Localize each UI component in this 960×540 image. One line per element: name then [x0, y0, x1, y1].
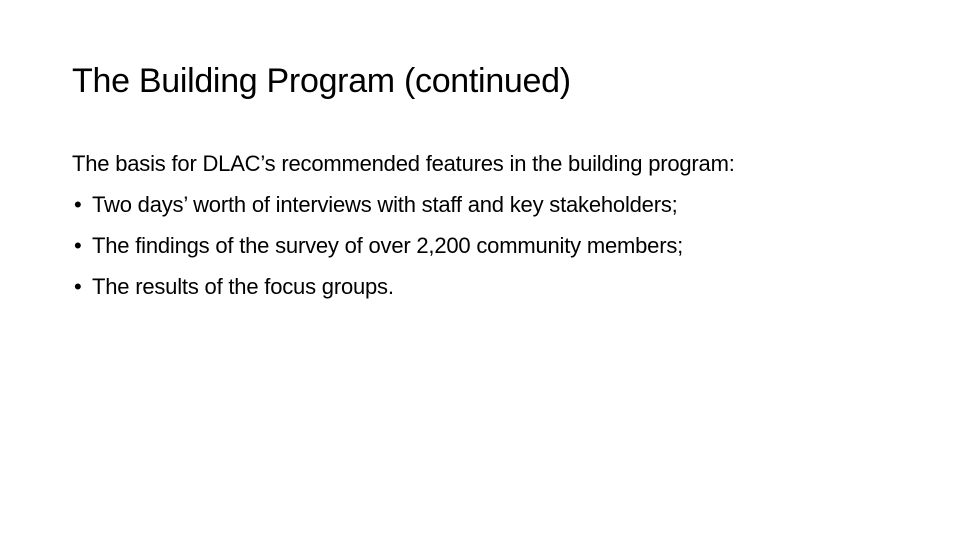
slide-body — [72, 143, 912, 307]
bullet-text: The findings of the survey of over 2,200 community members; — [92, 233, 684, 258]
bullet-icon: • — [74, 192, 82, 217]
bullet-icon: • — [74, 274, 82, 299]
bullet-item-interviews — [72, 184, 912, 225]
bullet-item-survey — [72, 225, 912, 266]
intro-text: The basis for DLAC’s recommended features in the building program: — [72, 151, 735, 176]
bullet-text: Two days’ worth of interviews with staff and key stakeholders; — [92, 192, 678, 217]
bullet-item-focus-groups — [72, 266, 912, 307]
bullet-text: The results of the focus groups. — [92, 274, 394, 299]
slide-title: The Building Program (continued) — [72, 62, 571, 100]
bullet-icon: • — [74, 233, 82, 258]
